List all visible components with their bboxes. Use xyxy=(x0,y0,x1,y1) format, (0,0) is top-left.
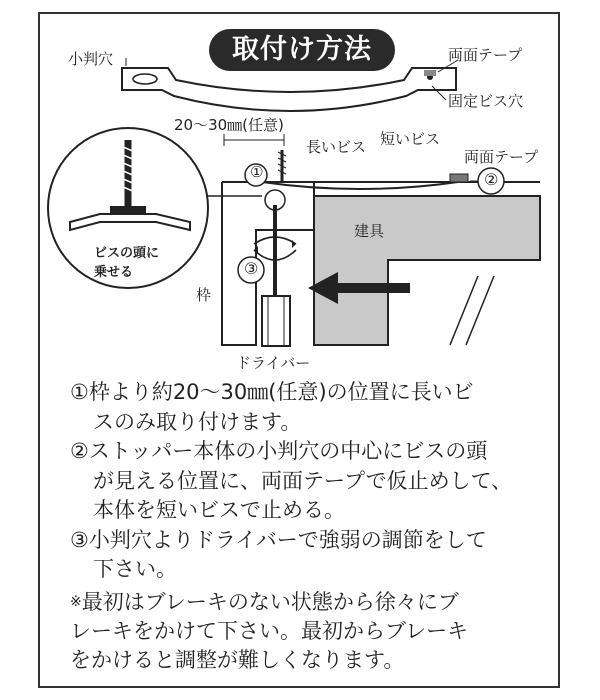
long-screw-label: 長いビス xyxy=(306,138,367,156)
door-label: 建具 xyxy=(354,222,385,240)
double-sided-tape-label: 両面テープ xyxy=(464,148,539,166)
caution-note xyxy=(70,588,550,675)
step-1-line-2: スのみ取り付けます。 xyxy=(93,409,302,434)
note-line-2: レーキをかけて下さい。最初からブレーキ xyxy=(70,618,469,643)
step-2-line-3: 本体を短いビスで止める。 xyxy=(93,498,345,522)
step-2-line-2: が見える位置に、両面テープで仮止めして、 xyxy=(93,468,513,493)
door-panel xyxy=(314,196,540,345)
note-line-3: をかけると調整が難しくなります。 xyxy=(70,647,405,672)
callout-3: ③ xyxy=(244,259,259,278)
callout-2: ② xyxy=(484,170,499,189)
double-sided-tape-top-label: 両面テープ xyxy=(448,46,523,64)
stopper-plate-icon xyxy=(122,58,458,111)
screw-icon xyxy=(278,150,286,182)
frame-label: 枠 xyxy=(196,286,212,304)
instruction-list xyxy=(70,378,550,675)
step-2-line-1: ②ストッパー本体の小判穴の中心にビスの頭 xyxy=(70,439,488,463)
instruction-step-1 xyxy=(70,378,550,437)
callout-1: ① xyxy=(250,163,264,181)
screw-head-note-line1: ビスの頭に xyxy=(94,246,160,261)
page-title: 取付け方法 xyxy=(209,29,395,71)
instruction-step-2 xyxy=(70,437,550,526)
step-1-line-1: ①枠より約20〜30㎜(任意)の位置に長いビ xyxy=(70,380,474,404)
distance-label: 20〜30㎜(任意) xyxy=(174,116,284,134)
step-3-line-1: ③小判穴よりドライバーで強弱の調節をして xyxy=(70,527,487,552)
note-line-1: 最初はブレーキのない状態から徐々にブ xyxy=(81,589,459,614)
fixing-screw-hole-label: 固定ビス穴 xyxy=(448,92,524,110)
screwdriver-label: ドライバー xyxy=(236,354,311,372)
screwdriver-icon xyxy=(262,190,290,346)
screw-head-note-line2: 乗せる xyxy=(94,265,134,280)
instruction-step-3 xyxy=(70,526,550,585)
note-mark: ※ xyxy=(70,593,82,610)
small-oval-hole-label: 小判穴 xyxy=(68,50,114,68)
magnifier-circle-icon xyxy=(48,128,262,288)
short-screw-label: 短いビス xyxy=(380,130,441,148)
step-3-line-2: 下さい。 xyxy=(93,557,177,581)
